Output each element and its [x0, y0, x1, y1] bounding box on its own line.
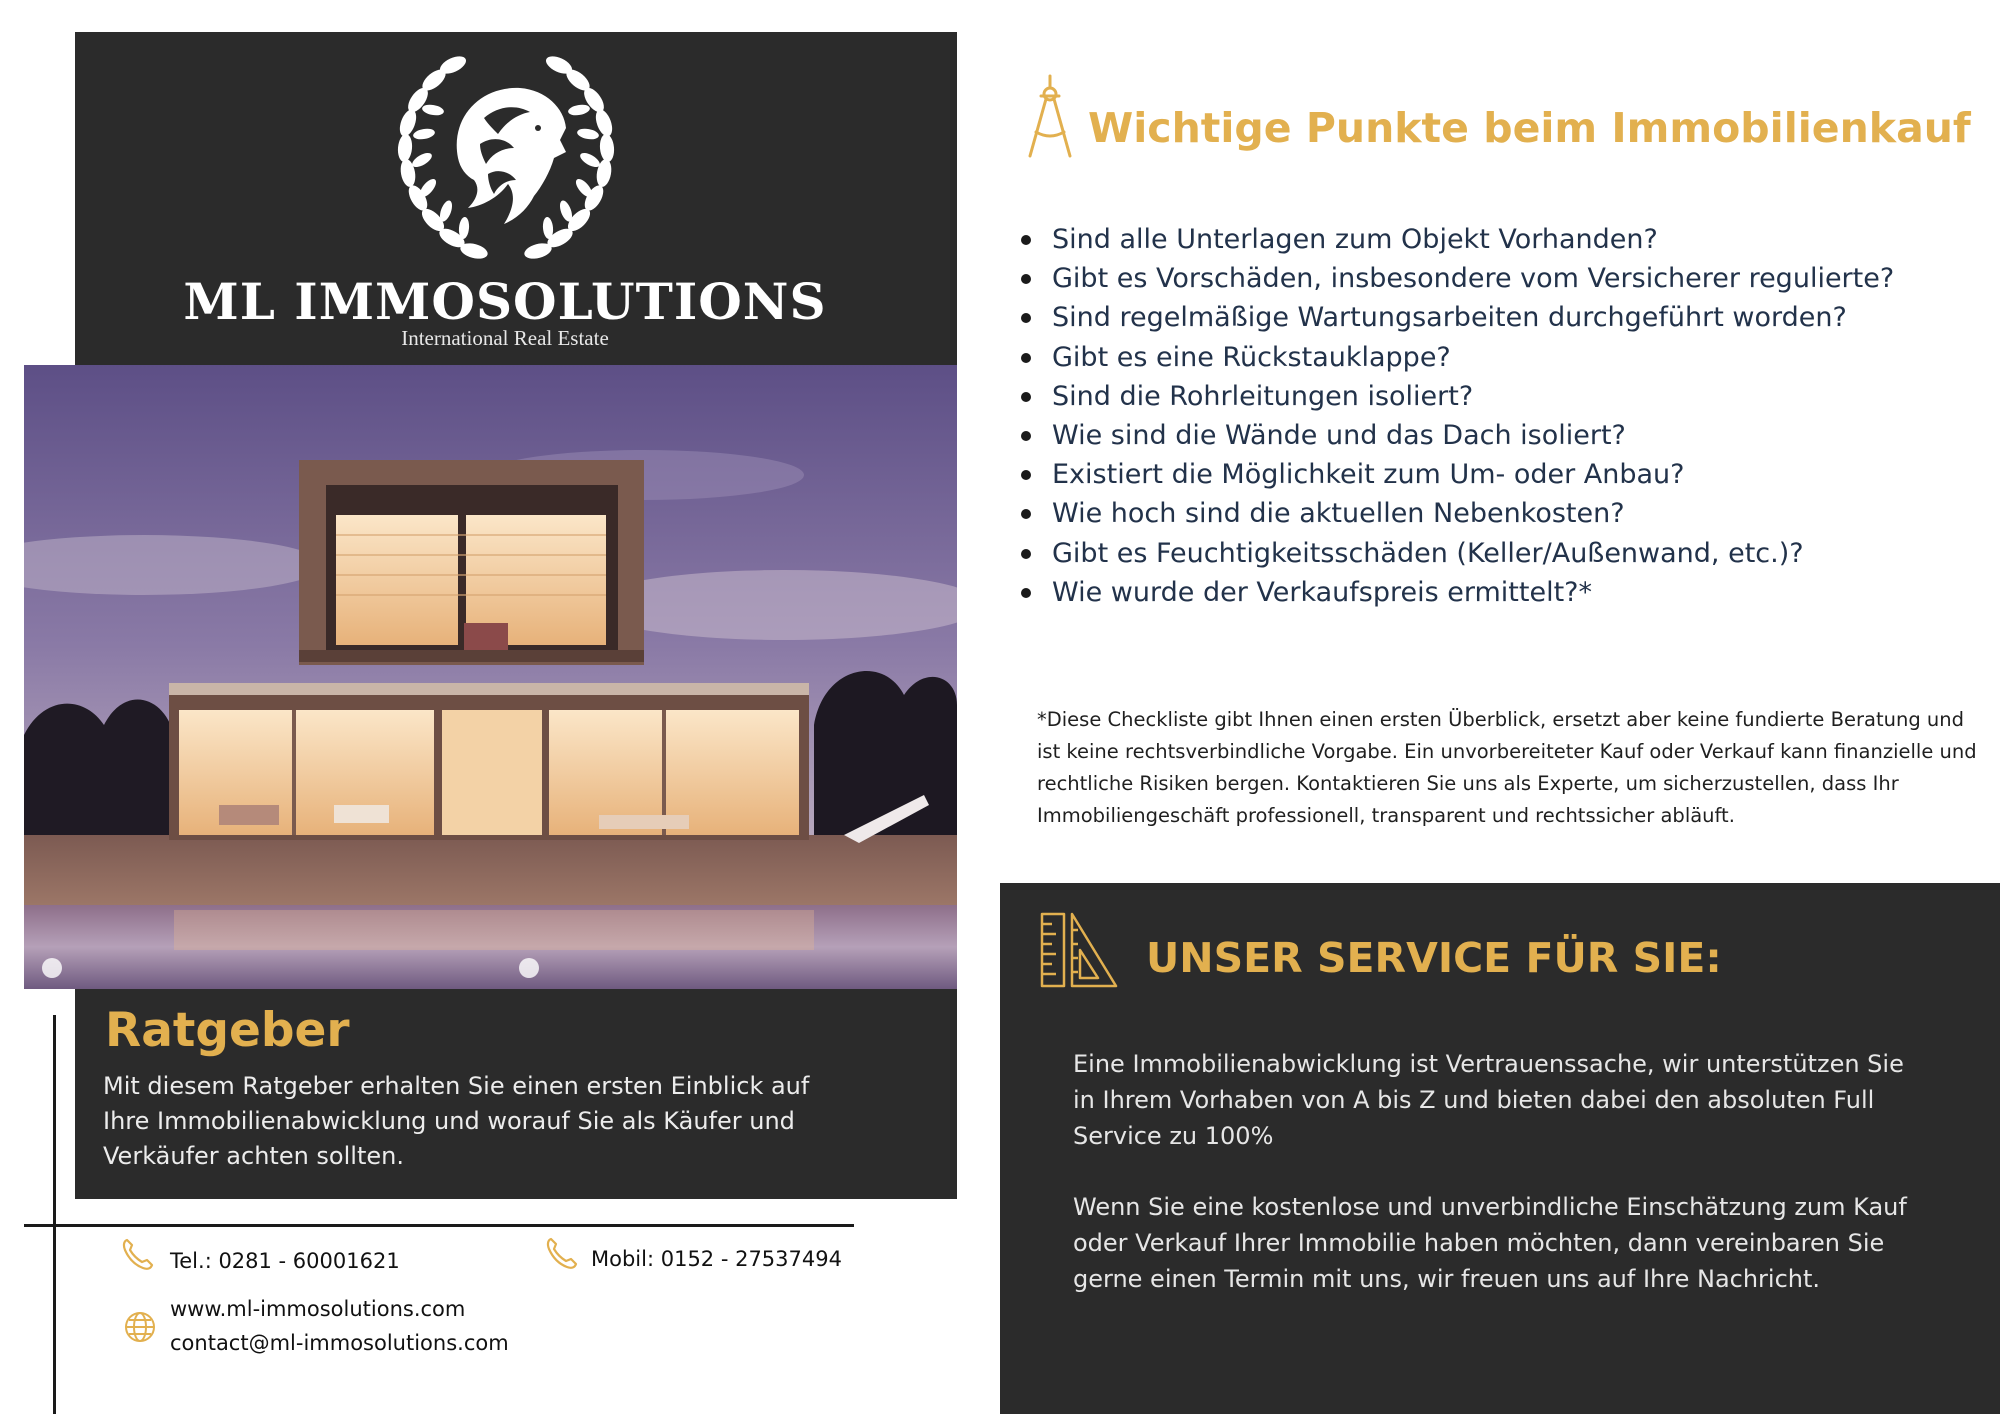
checklist-item-label: Existiert die Möglichkeit zum Um- oder Anbau?	[1052, 459, 1685, 491]
bullet-icon	[1021, 588, 1031, 598]
bullet-icon	[1021, 353, 1031, 363]
list-item	[1018, 494, 1894, 533]
list-item	[1018, 573, 1894, 612]
checklist-item-label: Wie sind die Wände und das Dach isoliert?	[1052, 419, 1626, 451]
bullet-icon	[1021, 313, 1031, 323]
intro-text: Mit diesem Ratgeber erhalten Sie einen ersten Einblick auf Ihre Immobilienabwicklung und worauf Sie als Käufer und Verkäufer achten sollten.	[103, 1072, 810, 1170]
checklist-title: Wichtige Punkte beim Immobilienkauf	[1088, 104, 1971, 152]
phone-icon	[121, 1237, 155, 1271]
list-item	[1018, 377, 1894, 416]
checklist-item-label: Sind alle Unterlagen zum Objekt Vorhanden?	[1052, 224, 1658, 255]
bullet-icon	[1021, 549, 1031, 559]
ruler-triangle-icon	[1040, 910, 1120, 990]
service-paragraph: Eine Immobilienabwicklung ist Vertrauenssache, wir unterstützen Sie in Ihrem Vorhaben von A bis Z und bieten dabei den absoluten Full Service zu 100%	[1073, 1050, 1904, 1150]
checklist-item-label: Gibt es Vorschäden, insbesondere vom Versicherer regulierte?	[1052, 263, 1895, 295]
brand-name: ML IMMOSOLUTIONS	[183, 272, 827, 331]
list-item	[1018, 220, 1894, 259]
intro-title: Ratgeber	[105, 1003, 350, 1058]
list-item	[1018, 534, 1894, 573]
brand-tagline: International Real Estate	[401, 326, 609, 350]
list-item	[1018, 298, 1894, 337]
checklist-item-label: Sind regelmäßige Wartungsarbeiten durchgeführt worden?	[1052, 302, 1847, 334]
bullet-icon	[1021, 509, 1031, 519]
bullet-icon	[1021, 274, 1031, 284]
house-photo	[24, 365, 957, 989]
list-item	[1018, 338, 1894, 377]
divider-vertical	[53, 1015, 56, 1414]
checklist	[1018, 220, 1894, 612]
checklist-item-label: Wie hoch sind die aktuellen Nebenkosten?	[1052, 498, 1625, 530]
phone-icon	[545, 1236, 579, 1270]
service-paragraph: Wenn Sie eine kostenlose und unverbindliche Einschätzung zum Kauf oder Verkauf Ihrer Immobilie haben möchten, dann vereinbaren Sie gerne einen Termin mit uns, wir freuen uns auf Ihre Nachricht.	[1073, 1193, 1907, 1293]
lion-wreath-logo	[388, 48, 624, 273]
divider-horizontal	[24, 1224, 854, 1227]
mobile-number[interactable]: Mobil: 0152 - 27537494	[591, 1247, 842, 1271]
checklist-item-label: Gibt es Feuchtigkeitsschäden (Keller/Außenwand, etc.)?	[1052, 537, 1804, 569]
bullet-icon	[1021, 235, 1031, 245]
list-item	[1018, 455, 1894, 494]
checklist-item-label: Wie wurde der Verkaufspreis ermittelt?*	[1052, 576, 1593, 608]
service-title: UNSER SERVICE FÜR SIE:	[1146, 934, 1722, 982]
list-item	[1018, 259, 1894, 298]
list-item	[1018, 416, 1894, 455]
bullet-icon	[1021, 392, 1031, 402]
checklist-item-label: Gibt es eine Rückstauklappe?	[1052, 341, 1451, 373]
phone-number[interactable]: Tel.: 0281 - 60001621	[170, 1249, 400, 1273]
website-link[interactable]: www.ml-immosolutions.com	[170, 1297, 466, 1321]
checklist-item-label: Sind die Rohrleitungen isoliert?	[1052, 380, 1474, 412]
bullet-icon	[1021, 431, 1031, 441]
globe-icon	[123, 1310, 157, 1344]
email-link[interactable]: contact@ml-immosolutions.com	[170, 1331, 509, 1355]
compass-icon	[1024, 74, 1076, 160]
bullet-icon	[1021, 470, 1031, 480]
checklist-disclaimer: *Diese Checkliste gibt Ihnen einen ersten Überblick, ersetzt aber keine fundierte Beratung und ist keine rechtsverbindliche Vorgabe. Ein unvorbereiteter Kauf oder Verkauf kann finanzielle und rechtliche Risiken bergen. Kontaktieren Sie uns als Experte, um sicherzustellen, dass Ihr Immobiliengeschäft professionell, transparent und rechtssicher abläuft.	[1037, 708, 1977, 827]
